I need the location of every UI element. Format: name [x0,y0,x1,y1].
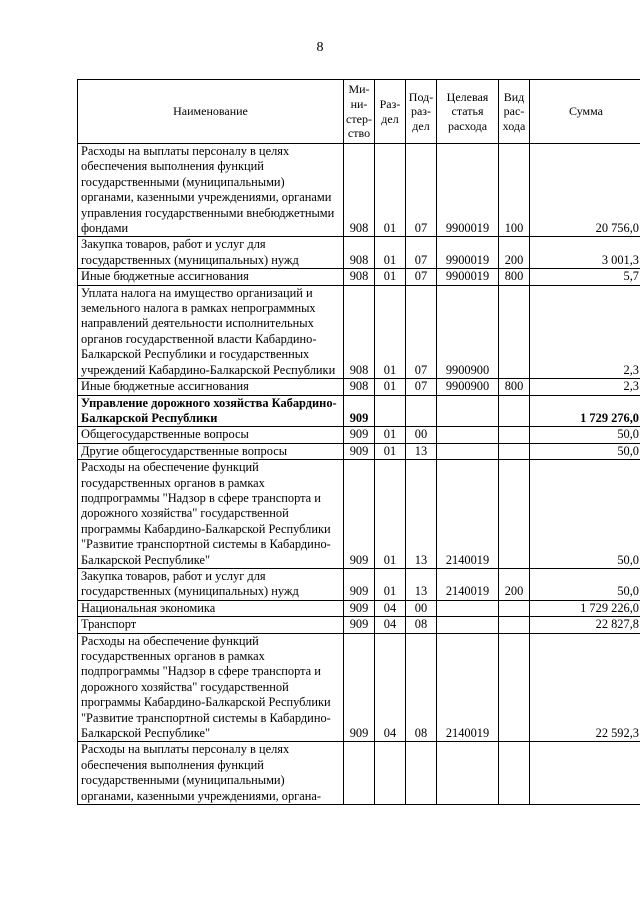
table-row [78,617,640,633]
cell-target: 9900900 [437,285,499,378]
cell-ministry: 909 [344,617,375,633]
cell-sum: 1 729 226,0 [530,600,640,616]
cell-section: 04 [375,633,406,742]
header-name: Наименование [78,80,344,144]
table-row [78,633,640,742]
cell-section: 01 [375,144,406,237]
cell-sum: 50,0 [530,568,640,600]
table-row [78,285,640,378]
cell-ministry: 908 [344,144,375,237]
table-row [78,427,640,443]
table-row [78,600,640,616]
cell-name: Иные бюджетные ассигнования [78,379,344,395]
cell-type [499,395,530,427]
cell-name: Закупка товаров, работ и услуг для государственных (муниципальных) нужд [78,568,344,600]
cell-sum: 20 756,0 [530,144,640,237]
cell-ministry: 909 [344,443,375,459]
cell-ministry: 908 [344,237,375,269]
table-row [78,460,640,569]
cell-name: Расходы на выплаты персоналу в целях обеспечения выполнения функций государственными (муниципальными) органами, казенными учреждениями, органами управления государственными внебюджетными фондами [78,144,344,237]
cell-ministry: 909 [344,568,375,600]
cell-target [437,395,499,427]
cell-section [375,395,406,427]
cell-type [499,633,530,742]
cell-section [375,742,406,805]
header-type: Вид рас- хода [499,80,530,144]
cell-section: 01 [375,237,406,269]
table-row [78,379,640,395]
table-row [78,144,640,237]
header-row [78,80,640,144]
cell-ministry: 909 [344,600,375,616]
cell-section: 01 [375,443,406,459]
cell-subsection: 08 [406,617,437,633]
cell-subsection: 07 [406,285,437,378]
cell-sum: 3 001,3 [530,237,640,269]
cell-target: 9900019 [437,237,499,269]
cell-target: 2140019 [437,568,499,600]
cell-ministry: 908 [344,269,375,285]
cell-name: Управление дорожного хозяйства Кабардино-Балкарской Республики [78,395,344,427]
cell-name: Уплата налога на имущество организаций и земельного налога в рамках непрограммных направлений деятельности исполнительных органов государственной власти Кабардино-Балкарской Республики и государственных учреждений Кабардино-Балкарской Республики [78,285,344,378]
cell-ministry: 909 [344,460,375,569]
cell-subsection: 13 [406,568,437,600]
cell-type [499,600,530,616]
cell-ministry: 908 [344,379,375,395]
cell-type [499,742,530,805]
cell-type: 200 [499,568,530,600]
cell-subsection: 00 [406,427,437,443]
cell-subsection [406,742,437,805]
cell-section: 01 [375,379,406,395]
header-target: Целевая статья расхода [437,80,499,144]
cell-name: Расходы на выплаты персоналу в целях обеспечения выполнения функций государственными (муниципальными) органами, казенными учреждениями, органа- [78,742,344,805]
cell-sum: 50,0 [530,443,640,459]
table-row [78,742,640,805]
cell-sum: 50,0 [530,460,640,569]
cell-type: 800 [499,379,530,395]
cell-subsection: 08 [406,633,437,742]
table-row [78,443,640,459]
cell-section: 04 [375,617,406,633]
cell-type: 200 [499,237,530,269]
cell-subsection: 00 [406,600,437,616]
cell-subsection: 07 [406,237,437,269]
cell-name: Иные бюджетные ассигнования [78,269,344,285]
cell-section: 01 [375,427,406,443]
cell-target: 9900900 [437,379,499,395]
budget-table [77,79,640,805]
cell-type [499,285,530,378]
cell-ministry: 909 [344,633,375,742]
cell-section: 01 [375,269,406,285]
cell-type: 800 [499,269,530,285]
table-row [78,269,640,285]
cell-type [499,443,530,459]
cell-section: 01 [375,460,406,569]
cell-sum: 1 729 276,0 [530,395,640,427]
cell-subsection: 13 [406,443,437,459]
cell-ministry [344,742,375,805]
header-section: Раз- дел [375,80,406,144]
cell-type: 100 [499,144,530,237]
cell-name: Транспорт [78,617,344,633]
header-subsection: Под- раз- дел [406,80,437,144]
table-row [78,568,640,600]
header-sum: Сумма [530,80,640,144]
table-row [78,395,640,427]
cell-name: Закупка товаров, работ и услуг для государственных (муниципальных) нужд [78,237,344,269]
cell-section: 04 [375,600,406,616]
cell-target: 2140019 [437,460,499,569]
cell-name: Расходы на обеспечение функций государственных органов в рамках подпрограммы "Надзор в сфере транспорта и дорожного хозяйства" государственной программы Кабардино-Балкарской Республики "Развитие транспортной системы в Кабардино-Балкарской Республике" [78,460,344,569]
cell-sum: 2,3 [530,379,640,395]
cell-ministry: 908 [344,285,375,378]
cell-subsection: 13 [406,460,437,569]
cell-subsection: 07 [406,269,437,285]
cell-target: 9900019 [437,144,499,237]
table-row [78,237,640,269]
cell-ministry: 909 [344,427,375,443]
cell-sum: 50,0 [530,427,640,443]
cell-ministry: 909 [344,395,375,427]
cell-sum: 22 827,8 [530,617,640,633]
cell-sum: 5,7 [530,269,640,285]
header-ministry: Ми- ни- стер- ство [344,80,375,144]
cell-name: Общегосударственные вопросы [78,427,344,443]
cell-target [437,600,499,616]
cell-type [499,460,530,569]
cell-target: 2140019 [437,633,499,742]
cell-target [437,617,499,633]
cell-section: 01 [375,285,406,378]
cell-sum: 2,3 [530,285,640,378]
cell-type [499,427,530,443]
cell-name: Национальная экономика [78,600,344,616]
cell-target: 9900019 [437,269,499,285]
cell-subsection: 07 [406,379,437,395]
cell-target [437,742,499,805]
cell-type [499,617,530,633]
cell-target [437,443,499,459]
cell-section: 01 [375,568,406,600]
cell-subsection: 07 [406,144,437,237]
page-number: 8 [316,40,324,55]
cell-subsection [406,395,437,427]
cell-sum: 22 592,3 [530,633,640,742]
cell-sum [530,742,640,805]
table-body [78,144,640,805]
cell-name: Другие общегосударственные вопросы [78,443,344,459]
cell-name: Расходы на обеспечение функций государственных органов в рамках подпрограммы "Надзор в сфере транспорта и дорожного хозяйства" государственной программы Кабардино-Балкарской Республики "Развитие транспортной системы в Кабардино-Балкарской Республике" [78,633,344,742]
cell-target [437,427,499,443]
